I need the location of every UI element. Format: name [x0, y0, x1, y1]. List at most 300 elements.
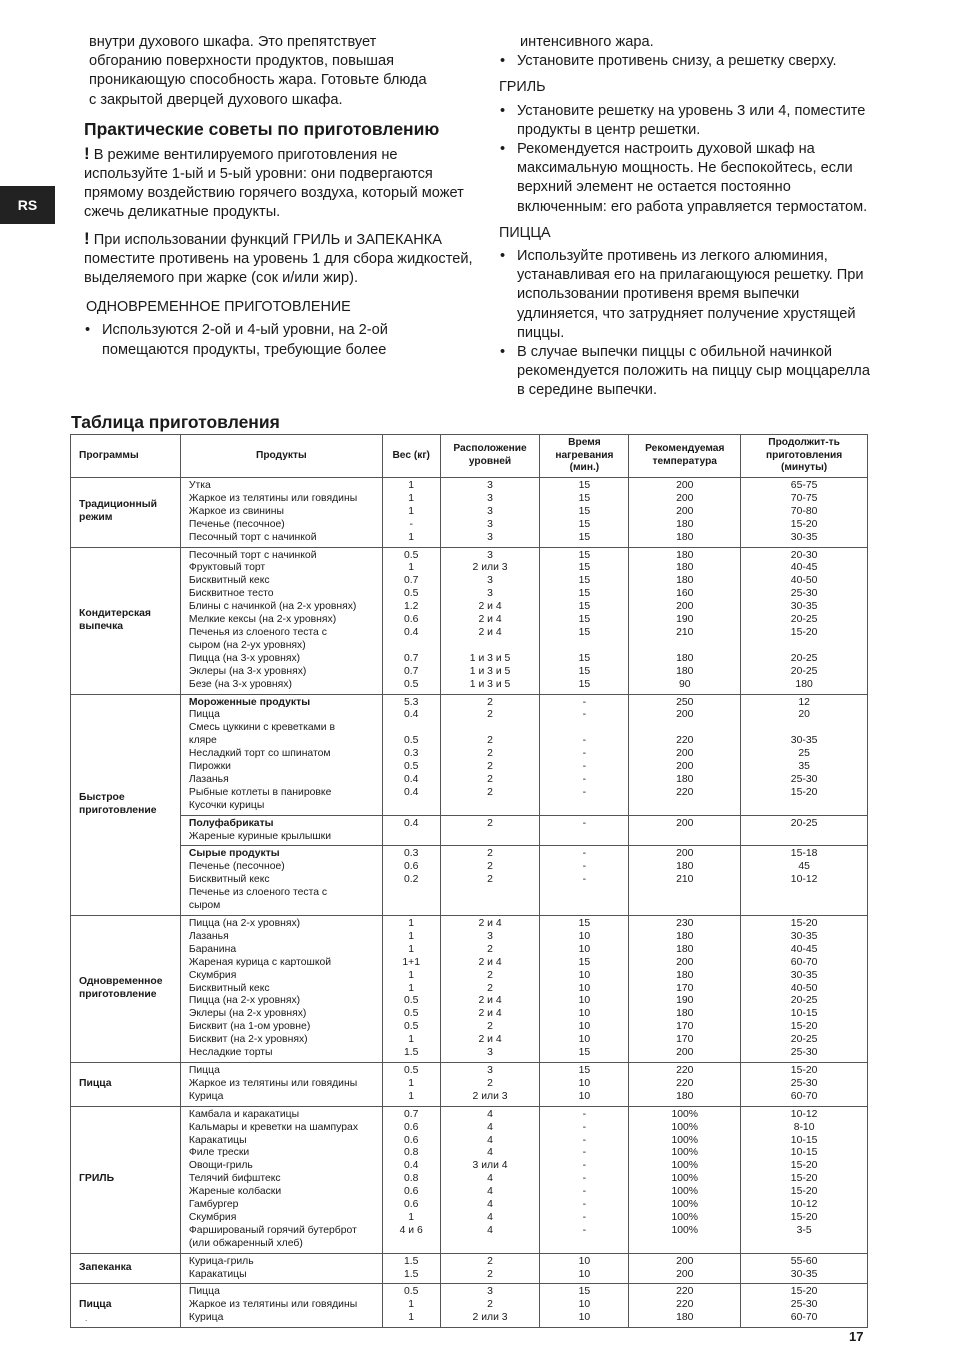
level-value: 2 — [487, 969, 493, 981]
temp-cell — [629, 694, 741, 815]
temp-value: 220 — [676, 735, 694, 747]
product-line: Пицца — [188, 1286, 220, 1298]
weight-value: 1 — [408, 492, 415, 504]
preheat-value: 15 — [578, 1064, 591, 1076]
temp-value: 100% — [671, 1224, 699, 1236]
level-value: 2 — [487, 709, 493, 721]
temp-value: 250 — [676, 696, 694, 708]
time-value: 25 — [798, 748, 810, 760]
preheat-cell — [540, 815, 629, 846]
temp-cell — [629, 547, 741, 694]
preheat-cell — [540, 916, 629, 1063]
weight-value: 1 — [408, 969, 415, 981]
time-value: 12 — [798, 696, 810, 708]
time-value: 25-30 — [790, 1047, 818, 1059]
preheat-value: - — [582, 773, 587, 785]
preheat-value: - — [582, 735, 587, 747]
product-line: Баранина — [188, 943, 237, 955]
footnote-dot: . — [85, 1314, 88, 1323]
time-value: 60-70 — [790, 956, 818, 968]
level-value: 2 и 4 — [478, 918, 502, 929]
weight-cell — [382, 1106, 440, 1253]
level-value: 3 — [487, 1064, 493, 1076]
weight-value: 0.5 — [403, 678, 419, 690]
side-tab: RS — [0, 186, 55, 224]
preheat-value: - — [582, 1134, 587, 1146]
product-line: кляре — [188, 735, 217, 747]
product-line: Жареная курица с картошкой — [188, 956, 332, 968]
subheading-simultaneous: ОДНОВРЕМЕННОЕ ПРИГОТОВЛЕНИЕ — [86, 299, 351, 316]
temp-value: 200 — [676, 601, 694, 613]
note-text: При использовании функций ГРИЛЬ и ЗАПЕКАНКА поместите противень на уровень 1 для сбора жидкостей, выделяемого при жарке (сок и/или жир). — [84, 231, 473, 287]
temp-value: 180 — [676, 1312, 694, 1324]
level-value: 2 и 4 — [478, 1034, 502, 1046]
level-cell — [440, 916, 540, 1063]
temp-cell — [629, 478, 741, 548]
temp-value: 180 — [676, 943, 694, 955]
product-line: сыром — [188, 900, 221, 912]
level-value: 4 — [487, 1173, 493, 1185]
preheat-value: 10 — [578, 1268, 591, 1280]
product-line: Каракатицы — [188, 1134, 247, 1146]
temp-value: 200 — [676, 1047, 694, 1059]
intro-paragraph — [84, 33, 476, 110]
list-item: • Установите решетку на уровень 3 или 4, поместите продукты в центр решетки. — [499, 102, 881, 140]
temp-cell — [629, 1253, 741, 1284]
temp-value: 180 — [676, 575, 694, 587]
temp-value: 180 — [676, 930, 694, 942]
preheat-value: 10 — [578, 1312, 591, 1324]
table-row — [71, 1106, 868, 1253]
product-line: Пицца (на 2-х уровнях) — [188, 995, 301, 1007]
weight-value: 0.5 — [403, 588, 419, 600]
preheat-value: - — [582, 696, 587, 708]
weight-value — [386, 1238, 437, 1251]
preheat-value: - — [582, 1224, 587, 1236]
temp-cell — [629, 1062, 741, 1106]
preheat-value — [543, 1238, 625, 1251]
time-value: 55-60 — [790, 1255, 818, 1267]
weight-value: 0.5 — [403, 1286, 419, 1298]
weight-value: 1+1 — [402, 956, 421, 968]
time-value: 20-25 — [790, 1034, 818, 1046]
list-item: • Рекомендуется настроить духовой шкаф на максимальную мощность. Не беспокойтесь, если верхний элемент не остается постоянно включенным: его работа управляется термостатом. — [499, 140, 881, 217]
level-cell — [440, 1253, 540, 1284]
level-value: 2 — [487, 1255, 493, 1267]
temp-value: 170 — [676, 1034, 694, 1046]
level-value: 3 — [487, 505, 493, 517]
temp-value: 100% — [671, 1121, 699, 1133]
weight-value: 1.5 — [403, 1268, 419, 1280]
product-group-heading: Сырые продукты — [188, 848, 280, 860]
preheat-value: - — [582, 786, 587, 798]
preheat-value: - — [582, 709, 587, 721]
time-cell — [741, 1062, 868, 1106]
table-row — [71, 1284, 868, 1328]
products-cell — [180, 1284, 382, 1328]
preheat-value: 15 — [578, 678, 591, 690]
column-header: Продукты — [180, 435, 382, 478]
page-number: 17 — [849, 1329, 864, 1344]
weight-value: 0.4 — [403, 786, 419, 798]
time-cell — [741, 1253, 868, 1284]
products-cell — [180, 1062, 382, 1106]
time-value: 10-12 — [790, 1199, 818, 1211]
right-column — [499, 33, 881, 401]
time-value: 35 — [798, 761, 810, 773]
product-line: Кальмары и креветки на шампурах — [188, 1121, 359, 1133]
time-value: 70-75 — [790, 492, 818, 504]
temp-cell — [629, 846, 741, 916]
temp-value: 180 — [676, 531, 694, 543]
temp-value — [632, 722, 737, 735]
program-cell: Пицца — [71, 1062, 181, 1106]
temp-value: 100% — [671, 1160, 699, 1172]
temp-value: 200 — [676, 848, 694, 860]
products-cell — [180, 694, 382, 815]
weight-value: 0.7 — [403, 665, 419, 677]
product-line: Эклеры (на 3-х уровнях) — [188, 665, 307, 677]
preheat-value: - — [582, 1186, 587, 1198]
product-line: Песочный торт с начинкой — [188, 531, 317, 543]
temp-value: 180 — [676, 549, 694, 561]
product-line: Несладкие торты — [188, 1047, 273, 1059]
table-row — [71, 846, 868, 916]
preheat-value: 15 — [578, 562, 591, 574]
time-value: 30-35 — [790, 930, 818, 942]
preheat-value: - — [582, 848, 587, 860]
level-value: 4 — [487, 1186, 493, 1198]
temp-value: 160 — [676, 588, 694, 600]
weight-value: 1 — [408, 1090, 415, 1102]
note-grill — [84, 229, 476, 289]
column-header: Программы — [71, 435, 181, 478]
time-value: 8-10 — [793, 1121, 815, 1133]
table-row — [71, 916, 868, 1063]
weight-value: 0.8 — [403, 1173, 419, 1185]
weight-value: 0.4 — [403, 709, 419, 721]
level-value: 2 или 3 — [472, 562, 508, 574]
time-value: 15-20 — [790, 626, 818, 638]
preheat-value: 15 — [578, 480, 591, 491]
product-line: Бисквитный кекс — [188, 874, 270, 886]
product-line: Печенье (песочное) — [188, 861, 285, 873]
temp-value: 220 — [676, 1286, 694, 1298]
product-line: Курица — [188, 1090, 224, 1102]
table-row — [71, 478, 868, 548]
time-value: 20-25 — [790, 652, 818, 664]
weight-value: 1 — [408, 1299, 415, 1311]
time-value: 20-25 — [790, 614, 818, 626]
level-value: 2 — [487, 1021, 493, 1033]
level-value: 3 — [487, 588, 493, 600]
level-cell — [440, 846, 540, 916]
temp-value: 180 — [676, 562, 694, 574]
preheat-value: - — [582, 1160, 587, 1172]
temp-value: 180 — [676, 665, 694, 677]
product-line: Курица — [188, 1312, 224, 1324]
temp-value: 190 — [676, 614, 694, 626]
preheat-value — [543, 640, 625, 653]
products-cell — [180, 1106, 382, 1253]
bullet-list — [499, 247, 881, 401]
products-cell — [180, 815, 382, 846]
level-value: 2 или 3 — [472, 1090, 508, 1102]
temp-value: 100% — [671, 1199, 699, 1211]
time-cell — [741, 916, 868, 1063]
level-value: 2 — [487, 773, 493, 785]
products-cell — [180, 547, 382, 694]
level-value: 2 — [487, 817, 493, 829]
level-value: 2 — [487, 748, 493, 760]
product-line: Филе трески — [188, 1147, 250, 1159]
product-line: Бисквит (на 2-х уровнях) — [188, 1034, 308, 1046]
temp-value: 220 — [676, 786, 694, 798]
level-value: 2 — [487, 848, 493, 860]
weight-value: 0.3 — [403, 748, 419, 760]
temp-value: 200 — [676, 1268, 694, 1280]
weight-value: 1.5 — [403, 1047, 419, 1059]
product-line: Лазанья — [188, 930, 229, 942]
time-value: 15-20 — [790, 1160, 818, 1172]
product-line: Эклеры (на 2-х уровнях) — [188, 1008, 307, 1020]
product-line: Пицца (на 3-х уровнях) — [188, 652, 301, 664]
level-value: 2 — [487, 861, 493, 873]
column-header: Рекомендуемая температура — [629, 435, 741, 478]
preheat-value: - — [582, 1173, 587, 1185]
temp-value: 190 — [676, 995, 694, 1007]
temp-value: 180 — [676, 861, 694, 873]
weight-value: 0.7 — [403, 575, 419, 587]
time-value: 10-12 — [790, 874, 818, 886]
temp-value: 100% — [671, 1147, 699, 1159]
time-value: 30-35 — [790, 531, 818, 543]
temp-value: 200 — [676, 817, 694, 829]
product-line: Пицца — [188, 1064, 220, 1076]
weight-value: 1 — [408, 505, 415, 517]
preheat-value — [543, 887, 625, 900]
continued-text: интенсивного жара. — [520, 34, 654, 50]
products-cell — [180, 846, 382, 916]
product-line: Фаршированый горячий бутерброт — [188, 1224, 357, 1236]
paragraph-line: внутри духового шкафа. Это препятствует — [89, 34, 377, 50]
level-value: 1 и 3 и 5 — [469, 665, 511, 677]
section-heading: Практические советы по приготовлению — [84, 118, 440, 139]
preheat-cell — [540, 1106, 629, 1253]
weight-value: 0.6 — [403, 1199, 419, 1211]
weight-value: 0.4 — [403, 1160, 419, 1172]
preheat-value: 15 — [578, 492, 591, 504]
preheat-value: 15 — [578, 575, 591, 587]
product-line: Бисквитное тесто — [188, 588, 274, 600]
level-value: 3 — [487, 1047, 493, 1059]
product-line: Кусочки курицы — [188, 799, 265, 811]
weight-value: 1 — [408, 918, 415, 929]
time-value: 15-20 — [790, 1021, 818, 1033]
time-value: 15-20 — [790, 1064, 818, 1076]
temp-value: 100% — [671, 1211, 699, 1223]
product-line: Бисквитный кекс — [188, 575, 270, 587]
temp-value — [632, 640, 737, 653]
time-value: 60-70 — [790, 1312, 818, 1324]
preheat-cell — [540, 694, 629, 815]
preheat-value: 10 — [578, 930, 591, 942]
paragraph-line: проникающую способность жара. Готовьте блюда — [89, 72, 427, 89]
product-line: Жареные колбаски — [188, 1186, 282, 1198]
weight-value: 1.5 — [403, 1255, 419, 1267]
weight-cell — [382, 478, 440, 548]
temp-value: 210 — [676, 874, 694, 886]
time-value: 40-45 — [790, 562, 818, 574]
level-value: 4 — [487, 1147, 493, 1159]
subheading-grill: ГРИЛЬ — [499, 79, 546, 96]
column-header: Расположение уровней — [440, 435, 540, 478]
temp-value: 200 — [676, 709, 694, 721]
time-value: 15-20 — [790, 518, 818, 530]
temp-value: 180 — [676, 652, 694, 664]
level-value: 2 и 4 — [478, 626, 502, 638]
time-value: 25-30 — [790, 1077, 818, 1089]
temp-value — [632, 1238, 737, 1251]
weight-value: 4 и 6 — [399, 1224, 423, 1236]
product-line: Овощи-гриль — [188, 1160, 253, 1172]
level-value: 1 и 3 и 5 — [469, 652, 511, 664]
preheat-value: - — [582, 1211, 587, 1223]
level-value: 3 — [487, 480, 493, 491]
weight-cell — [382, 694, 440, 815]
preheat-value: 15 — [578, 588, 591, 600]
time-value: 10-12 — [790, 1108, 818, 1120]
level-value: 4 — [487, 1121, 493, 1133]
weight-value: 0.6 — [403, 1186, 419, 1198]
paragraph-line: с закрытой дверцей духового шкафа. — [89, 91, 343, 108]
program-cell: Кондитерская выпечка — [71, 547, 181, 694]
left-column — [84, 33, 476, 360]
temp-value: 200 — [676, 748, 694, 760]
preheat-cell — [540, 547, 629, 694]
list-item: • Используйте противень из легкого алюминия, устанавливая его на прилагающуюся решетку. При использовании противеня время выпечки удлиняется, что затрудняет получение хрустящей пиццы. — [499, 247, 881, 343]
product-line: Утка — [188, 480, 211, 491]
product-line: Лазанья — [188, 773, 229, 785]
bullet-list — [499, 52, 881, 71]
preheat-value: 15 — [578, 531, 591, 543]
time-cell — [741, 478, 868, 548]
weight-value: 0.6 — [403, 614, 419, 626]
table-row — [71, 1062, 868, 1106]
preheat-value: - — [582, 1147, 587, 1159]
temp-value: 100% — [671, 1173, 699, 1185]
time-value: 10-15 — [790, 1147, 818, 1159]
table-row — [71, 815, 868, 846]
preheat-value: 15 — [578, 505, 591, 517]
preheat-value: - — [582, 1121, 587, 1133]
time-value: 15-18 — [790, 848, 818, 860]
weight-value: 0.5 — [403, 761, 419, 773]
product-line: Смесь цуккини с креветками в — [188, 722, 335, 734]
product-line: Жаркое из телятины или говядины — [188, 1077, 358, 1089]
weight-value: 1 — [408, 982, 415, 994]
level-value: 3 — [487, 930, 493, 942]
preheat-cell — [540, 1062, 629, 1106]
program-cell: Традиционный режим — [71, 478, 181, 548]
program-cell: Запеканка — [71, 1253, 181, 1284]
product-line: Пицца (на 2-х уровнях) — [188, 918, 301, 929]
preheat-value: - — [582, 874, 587, 886]
level-value: 2 — [487, 1299, 493, 1311]
weight-value: 0.5 — [403, 1064, 419, 1076]
temp-value: 90 — [678, 678, 691, 690]
list-item: • В случае выпечки пиццы с обильной начинкой рекомендуется положить на пиццу сыр моццарелла в середине выпечки. — [499, 343, 881, 401]
weight-value: 0.5 — [403, 549, 419, 561]
program-cell: ГРИЛЬ — [71, 1106, 181, 1253]
weight-value: 0.7 — [403, 652, 419, 664]
temp-value: 230 — [676, 918, 694, 929]
time-value: 70-80 — [790, 505, 818, 517]
temp-value: 100% — [671, 1108, 699, 1120]
temp-value: 210 — [676, 626, 694, 638]
temp-cell — [629, 1284, 741, 1328]
preheat-value: 15 — [578, 614, 591, 626]
product-line: Гамбургер — [188, 1199, 239, 1211]
level-value: 3 — [487, 531, 493, 543]
column-header: Продолжит-ть приготовления (минуты) — [741, 435, 868, 478]
weight-value — [386, 722, 437, 735]
product-line: Печенье из слоеного теста с — [188, 887, 328, 899]
time-value: 15-20 — [790, 1211, 818, 1223]
time-value: 30-35 — [790, 735, 818, 747]
level-value — [444, 1238, 537, 1251]
level-value: 1 и 3 и 5 — [469, 678, 511, 690]
preheat-value: 10 — [578, 995, 591, 1007]
product-line: Телячий бифштекс — [188, 1173, 281, 1185]
product-line: Камбала и каракатицы — [188, 1108, 300, 1120]
weight-value: 1.2 — [403, 601, 419, 613]
temp-value — [632, 887, 737, 900]
products-cell — [180, 1253, 382, 1284]
level-value: 3 — [487, 492, 493, 504]
weight-value: 5.3 — [403, 696, 419, 708]
level-value: 2 и 4 — [478, 995, 502, 1007]
product-line: Фруктовый торт — [188, 562, 266, 574]
preheat-value: 10 — [578, 1021, 591, 1033]
weight-cell — [382, 1062, 440, 1106]
weight-value: 0.5 — [403, 1008, 419, 1020]
level-value: 2 — [487, 943, 493, 955]
weight-value: 0.8 — [403, 1147, 419, 1159]
product-line: Печенье (песочное) — [188, 518, 285, 530]
time-value: 10-15 — [790, 1008, 818, 1020]
level-cell — [440, 478, 540, 548]
temp-cell — [629, 916, 741, 1063]
level-value — [444, 887, 537, 900]
time-value: 30-35 — [790, 1268, 818, 1280]
table-row — [71, 1253, 868, 1284]
level-value: 2 — [487, 982, 493, 994]
temp-value: 220 — [676, 1064, 694, 1076]
time-value: 40-45 — [790, 943, 818, 955]
product-line: Блины с начинкой (на 2-х уровнях) — [188, 601, 357, 613]
preheat-cell — [540, 478, 629, 548]
temp-value: 180 — [676, 969, 694, 981]
program-cell: Одновременное приготовление — [71, 916, 181, 1063]
product-line: Пирожки — [188, 761, 231, 773]
product-line: Скумбрия — [188, 1211, 237, 1223]
temp-value: 220 — [676, 1077, 694, 1089]
preheat-value: 10 — [578, 1034, 591, 1046]
time-cell — [741, 1284, 868, 1328]
weight-value: 1 — [408, 480, 415, 491]
level-value: 4 — [487, 1224, 493, 1236]
